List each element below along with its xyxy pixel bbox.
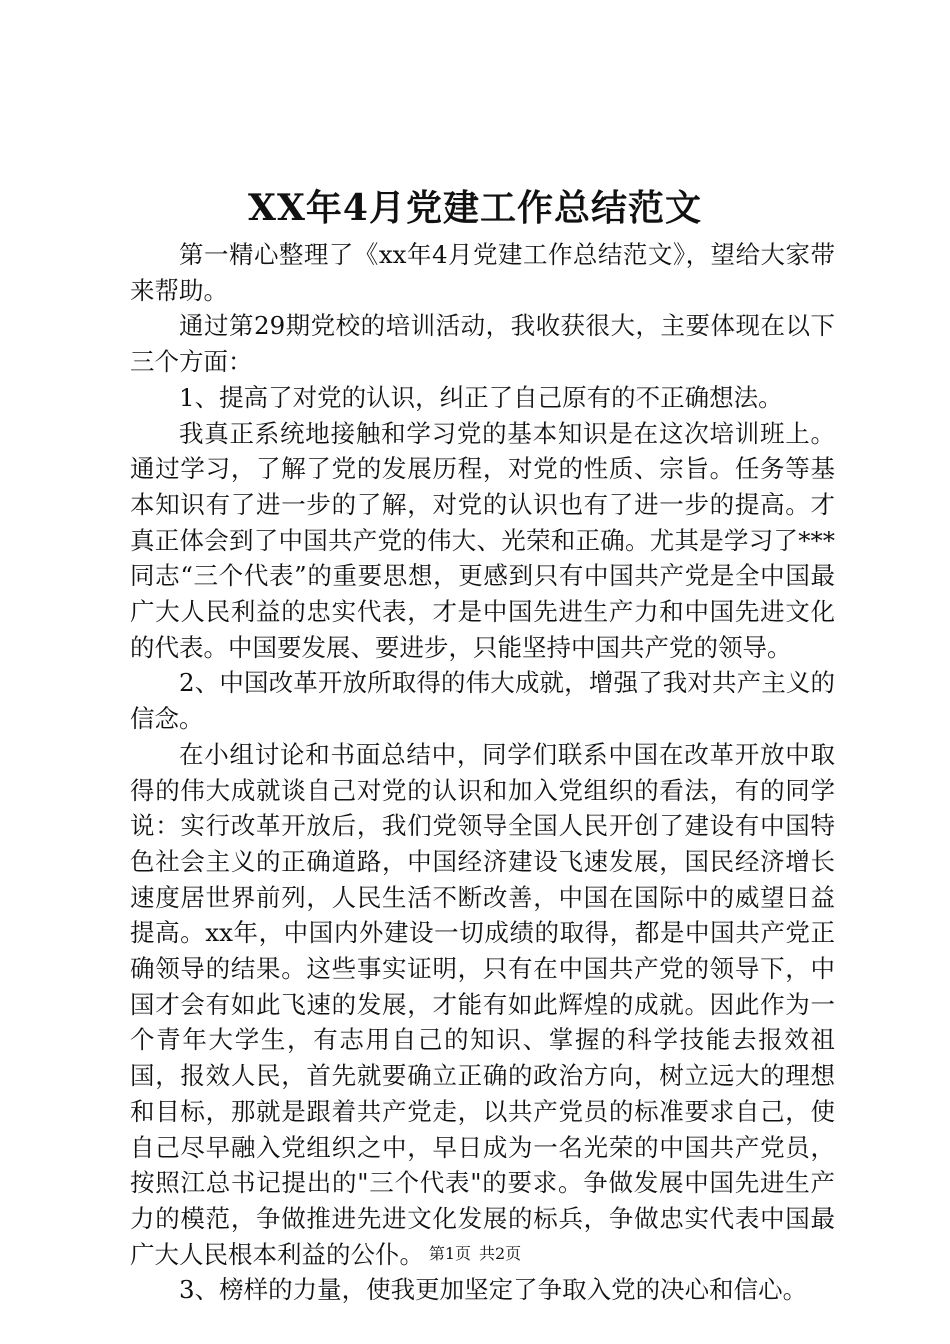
- paragraph-point-2-body: 在小组讨论和书面总结中，同学们联系中国在改革开放中取得的伟大成就谈自己对党的认识和加入党组织的看法，有的同学说：实行改革开放后，我们党领导全国人民开创了建设有中国特色社会主义的正确道路，中国经济建设飞速发展，国民经济增长速度居世界前列，人民生活不断改善，中国在国际中的威望日益提高。xx年，中国内外建设一切成绩的取得，都是中国共产党正确领导的结果。这些事实证明，只有在中国共产党的领导下，中国才会有如此飞速的发展，才能有如此辉煌的成就。因此作为一个青年大学生，有志用自己的知识、掌握的科学技能去报效祖国，报效人民，首先就要确立正确的政治方向，树立远大的理想和目标，那就是跟着共产党走，以共产党员的标准要求自己，使自己尽早融入党组织之中，早日成为一名光荣的中国共产党员，按照江总书记提出的"三个代表"的要求。争做发展中国先进生产力的模范，争做推进先进文化发展的标兵，争做忠实代表中国最广大人民根本利益的公仆。: [130, 739, 835, 1269]
- document-title: XX年4月党建工作总结范文: [248, 187, 702, 229]
- paragraph-point-2-heading: 2、中国改革开放所取得的伟大成就，增强了我对共产主义的信念。: [130, 668, 835, 734]
- page-total: 共2页: [479, 1244, 522, 1263]
- paragraph-point-1-heading: 1、提高了对党的认识，纠正了自己原有的不正确想法。: [179, 382, 783, 412]
- paragraph-intro: 第一精心整理了《xx年4月党建工作总结范文》，望给大家带来帮助。: [130, 240, 835, 305]
- document-body: [130, 237, 835, 1308]
- page-number: 第1页: [428, 1244, 471, 1263]
- paragraph-point-1-body: 我真正系统地接触和学习党的基本知识是在这次培训班上。通过学习，了解了党的发展历程，对党的性质、宗旨。任务等基本知识有了进一步的了解，对党的认识也有了进一步的提高。才真正体会到了中国共产党的伟大、光荣和正确。尤其是学习了***同志“三个代表”的重要思想，更感到只有中国共产党是全中国最广大人民利益的忠实代表，才是中国先进生产力和中国先进文化的代表。中国要发展、要进步，只能坚持中国共产党的领导。: [130, 418, 835, 662]
- paragraph-overview: 通过第29期党校的培训活动，我收获很大，主要体现在以下三个方面：: [130, 311, 835, 377]
- page-footer: [0, 1244, 950, 1264]
- paragraph-point-3-heading: 3、榜样的力量，使我更加坚定了争取入党的决心和信心。: [179, 1275, 808, 1305]
